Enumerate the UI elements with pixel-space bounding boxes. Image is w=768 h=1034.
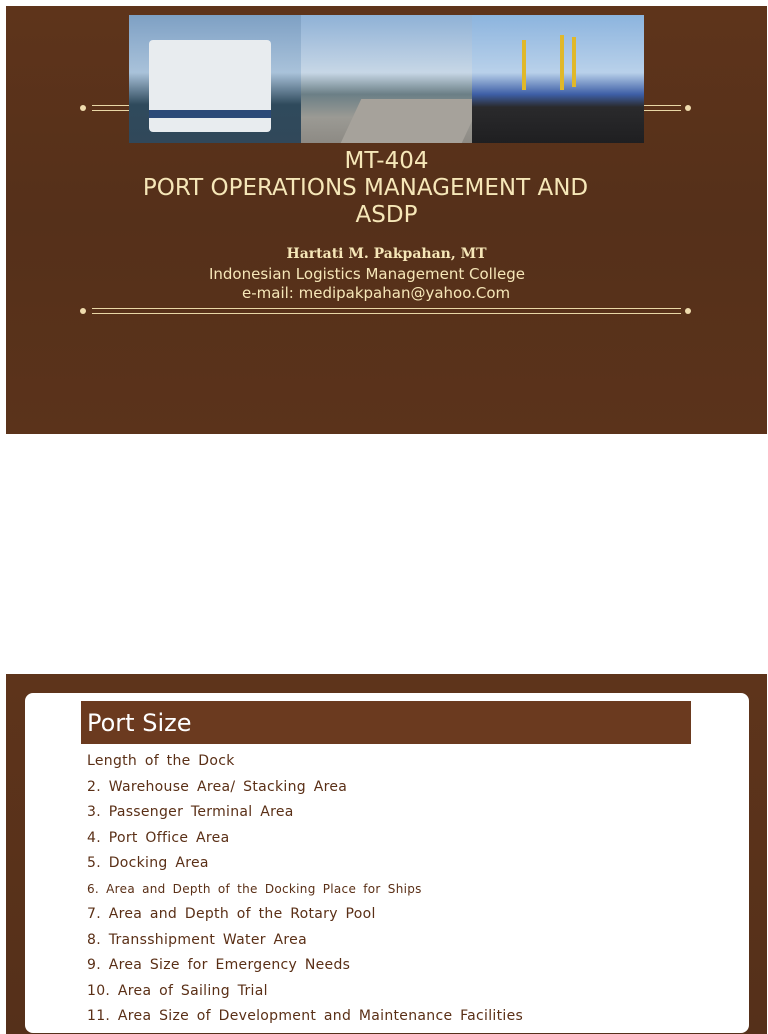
slide-title — [6, 148, 767, 229]
container-port-photo — [472, 15, 644, 143]
title-line-1: PORT OPERATIONS MANAGEMENT AND — [142, 175, 589, 201]
title-slide — [6, 6, 767, 434]
list-item: 6. Area and Depth of the Docking Place for Ships — [87, 881, 422, 896]
list-item: 7. Area and Depth of the Rotary Pool — [87, 906, 376, 922]
decorative-line — [92, 308, 681, 314]
list-item: 11. Area Size of Development and Maintenance Facilities — [87, 1008, 524, 1024]
list-item: 5. Docking Area — [87, 855, 209, 871]
crane-shape — [522, 40, 526, 90]
list-item: 9. Area Size for Emergency Needs — [87, 957, 351, 973]
pier-shape — [341, 99, 472, 143]
list-item: 8. Transshipment Water Area — [87, 931, 307, 948]
content-slide — [6, 674, 767, 1034]
decorative-line — [644, 105, 681, 111]
college-name: Indonesian Logistics Management College — [208, 265, 525, 283]
author-name: Hartati M. Pakpahan, MT — [286, 246, 487, 262]
email-address: e-mail: medipakpahan@yahoo.Com — [242, 284, 511, 302]
crane-shape — [560, 35, 564, 90]
list-item: 4. Port Office Area — [87, 829, 230, 846]
title-line-2: ASDP — [355, 202, 418, 228]
list-item: 10. Area of Sailing Trial — [87, 982, 268, 999]
decorative-dot — [685, 105, 691, 111]
list-item: Length of the Dock — [87, 753, 235, 769]
decorative-line — [92, 105, 129, 111]
decorative-dot — [80, 308, 86, 314]
content-card — [25, 693, 749, 1033]
decorative-dot — [80, 105, 86, 111]
course-code: MT-404 — [344, 148, 429, 174]
header-bar — [81, 701, 691, 744]
port-size-list — [87, 751, 523, 1032]
slide-heading: Port Size — [87, 709, 192, 737]
ferry-ship-photo — [129, 15, 301, 143]
list-item: 2. Warehouse Area/ Stacking Area — [87, 778, 348, 795]
ship-hull-shape — [149, 40, 271, 132]
list-item: 3. Passenger Terminal Area — [87, 804, 294, 820]
crane-shape — [572, 37, 576, 87]
harbor-pier-photo — [301, 15, 472, 143]
decorative-dot — [685, 308, 691, 314]
ship-stripe-shape — [149, 110, 271, 118]
photo-strip — [129, 15, 644, 143]
